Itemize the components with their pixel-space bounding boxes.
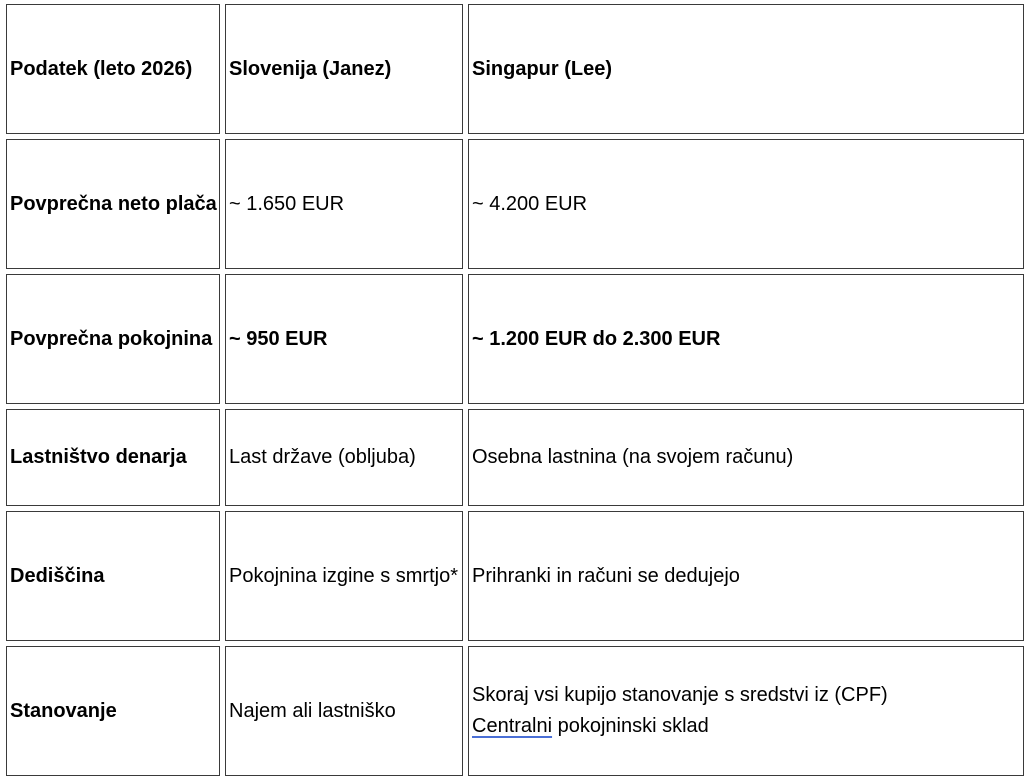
header-cell-singapur <box>468 4 1024 134</box>
header-label: Singapur (Lee) <box>472 57 613 80</box>
row-label: Povprečna neto plača <box>10 192 217 215</box>
cell-value: Osebna lastnina (na svojem računu) <box>472 446 794 468</box>
header-cell-data <box>6 4 220 134</box>
cell-slovenija-stanovanje <box>225 646 463 776</box>
header-cell-slovenija <box>225 4 463 134</box>
row-label: Lastništvo denarja <box>10 446 187 468</box>
cell-value: Last države (obljuba) <box>229 446 416 468</box>
row-label: Povprečna pokojnina <box>10 327 213 350</box>
cell-singapur-stanovanje <box>468 646 1024 776</box>
cell-line-1: Skoraj vsi kupijo stanovanje s sredstvi iz (CPF) <box>472 684 888 706</box>
cell-slovenija-dediscina <box>225 511 463 641</box>
cell-value: ~ 950 EUR <box>229 327 328 350</box>
cell-slovenija-lastnistvo <box>225 409 463 506</box>
cell-singapur-lastnistvo <box>468 409 1024 506</box>
cell-value: Pokojnina izgine s smrtjo* <box>229 564 458 587</box>
header-label: Podatek (leto 2026) <box>10 57 193 80</box>
row-label-stanovanje <box>6 646 220 776</box>
row-label-lastnistvo <box>6 409 220 506</box>
cell-value: Prihranki in računi se dedujejo <box>472 564 740 587</box>
cell-singapur-neto-placa <box>468 139 1024 269</box>
row-label-pokojnina <box>6 274 220 404</box>
cell-value-multiline <box>472 680 888 742</box>
header-label: Slovenija (Janez) <box>229 57 392 80</box>
cell-slovenija-pokojnina <box>225 274 463 404</box>
row-label: Dediščina <box>10 564 105 587</box>
comparison-table <box>6 4 1024 776</box>
cell-value: ~ 4.200 EUR <box>472 192 588 215</box>
row-label: Stanovanje <box>10 699 117 722</box>
spellcheck-word: Centralni <box>472 715 553 737</box>
cell-singapur-dediscina <box>468 511 1024 641</box>
row-label-dediscina <box>6 511 220 641</box>
cell-singapur-pokojnina <box>468 274 1024 404</box>
cell-value: ~ 1.650 EUR <box>229 192 345 215</box>
cell-slovenija-neto-placa <box>225 139 463 269</box>
cell-line-2 <box>472 711 888 742</box>
row-label-neto-placa <box>6 139 220 269</box>
cell-value: Najem ali lastniško <box>229 699 396 722</box>
cell-line-2-rest: pokojninski sklad <box>552 715 709 737</box>
cell-value: ~ 1.200 EUR do 2.300 EUR <box>472 327 721 350</box>
